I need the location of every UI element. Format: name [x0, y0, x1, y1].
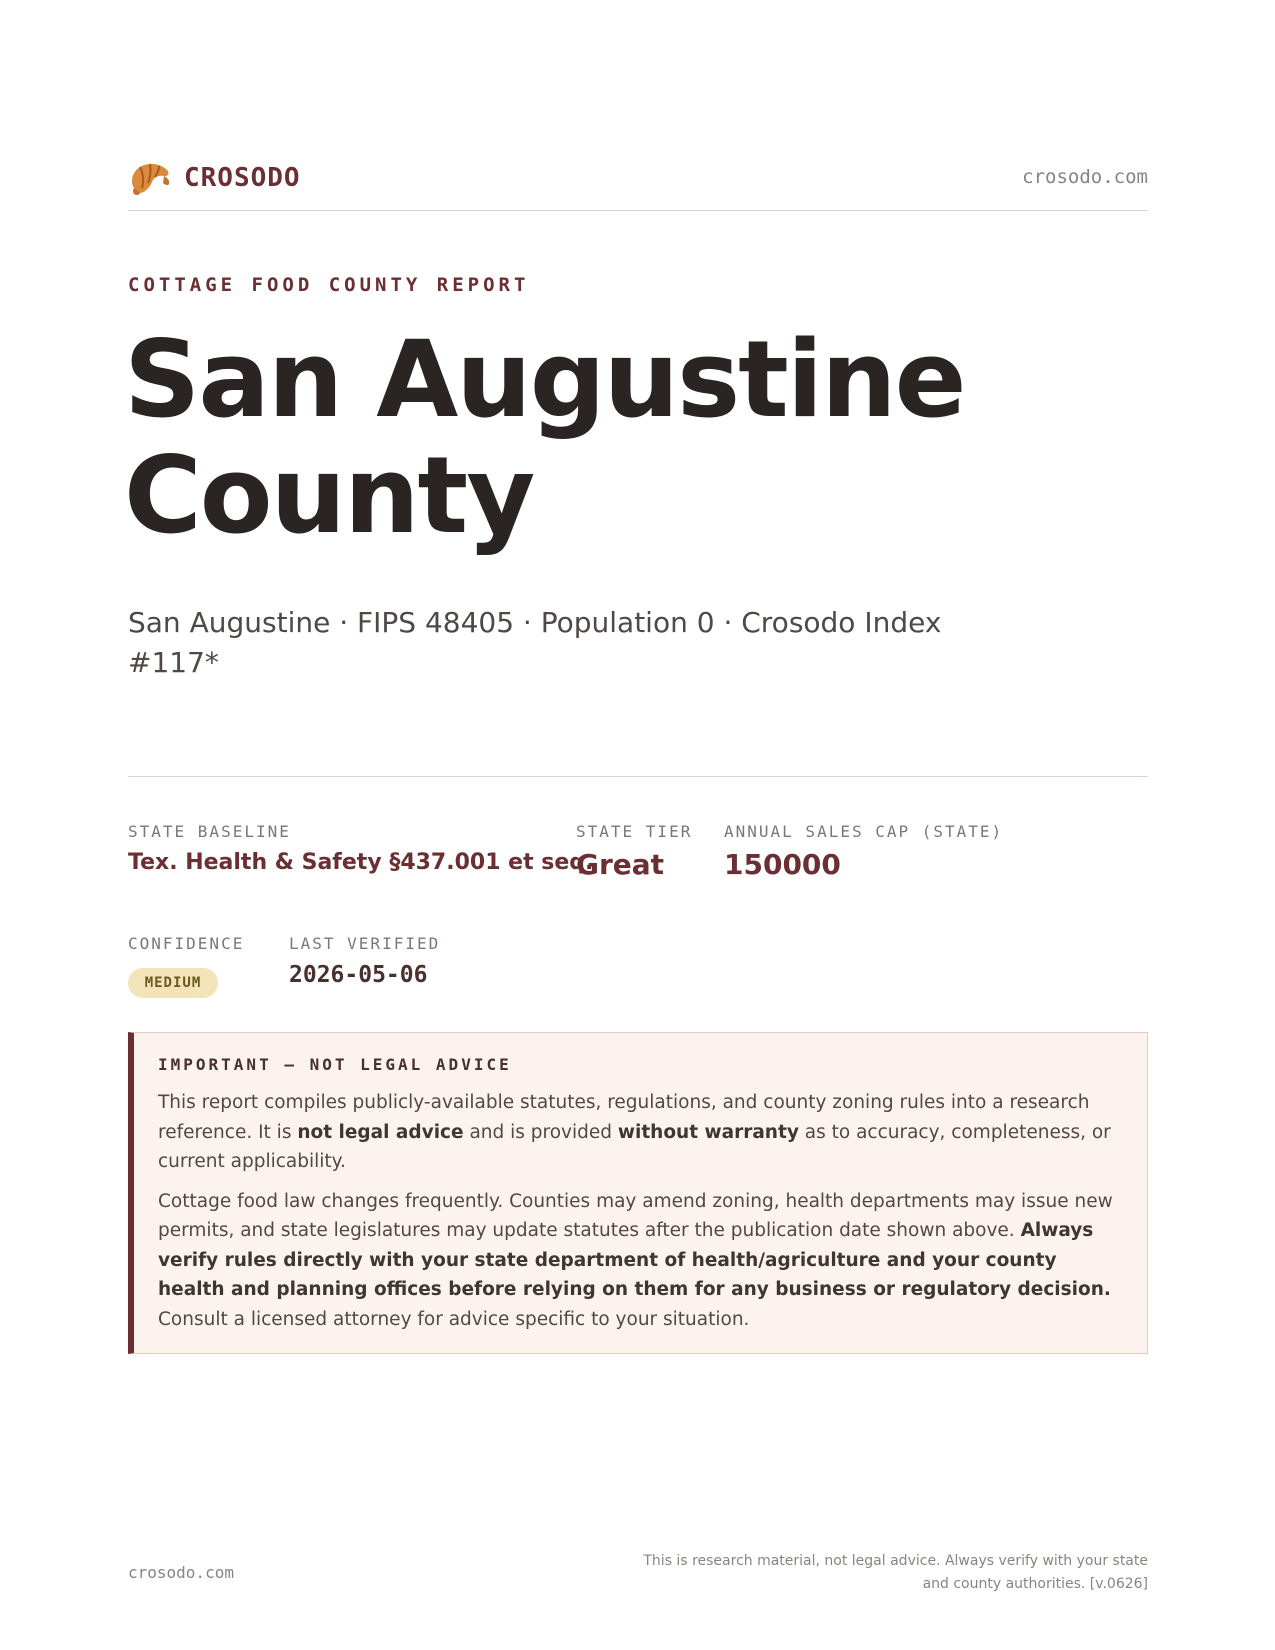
notice-text: Consult a licensed attorney for advice specific to your situation.: [158, 1308, 750, 1330]
page-header: [128, 152, 1148, 211]
notice-paragraph-2: [158, 1187, 1123, 1335]
state-tier-value: Great: [576, 848, 665, 881]
last-verified-value: 2026-05-06: [289, 962, 428, 988]
section-divider: [128, 776, 1148, 777]
notice-text: and is provided: [463, 1121, 618, 1143]
croissant-icon: [128, 158, 172, 198]
report-eyebrow: COTTAGE FOOD COUNTY REPORT: [128, 274, 530, 296]
notice-text: This report compiles publicly-available statutes, regulations, and county zoning rules into a research reference. It is: [158, 1092, 1090, 1143]
report-subtitle: San Augustine · FIPS 48405 · Population 0 · Crosodo Index #117*: [128, 606, 942, 679]
state-tier-label: STATE TIER: [576, 822, 693, 841]
notice-paragraph-1: [158, 1088, 1123, 1177]
annual-sales-cap-value: 150000: [724, 848, 841, 881]
state-baseline-label: STATE BASELINE: [128, 822, 291, 841]
footer-disclaimer: This is research material, not legal advice. Always verify with your state and county authorities. [v.0626]: [643, 1553, 1148, 1592]
report-page: [124, 0, 1148, 1650]
footer-site-url[interactable]: crosodo.com: [128, 1563, 234, 1582]
notice-title: IMPORTANT — NOT LEGAL ADVICE: [158, 1055, 512, 1074]
state-baseline-value: Tex. Health & Safety §437.001 et seq.: [128, 850, 594, 875]
header-site-url[interactable]: crosodo.com: [1022, 166, 1148, 188]
legal-notice: [128, 1032, 1148, 1354]
confidence-badge: MEDIUM: [128, 968, 218, 998]
notice-text: Cottage food law changes frequently. Counties may amend zoning, health departments may issue new permits, and state legislatures may update statutes after the publication date shown above.: [158, 1190, 1113, 1241]
brand: [128, 158, 301, 198]
annual-sales-cap-label: ANNUAL SALES CAP (STATE): [724, 822, 1004, 841]
notice-text: as to accuracy, completeness, or current applicability.: [158, 1121, 1111, 1172]
notice-emphasis: not legal advice: [297, 1121, 464, 1143]
page-title: San Augustine County: [124, 318, 965, 557]
brand-name: CROSODO: [184, 163, 301, 193]
notice-emphasis: Always verify rules directly with your state department of health/agriculture and your county health and planning offices before relying on them for any business or regulatory decision.: [158, 1220, 1111, 1300]
last-verified-label: LAST VERIFIED: [289, 934, 441, 953]
confidence-label: CONFIDENCE: [128, 934, 245, 953]
notice-emphasis: without warranty: [617, 1121, 799, 1143]
